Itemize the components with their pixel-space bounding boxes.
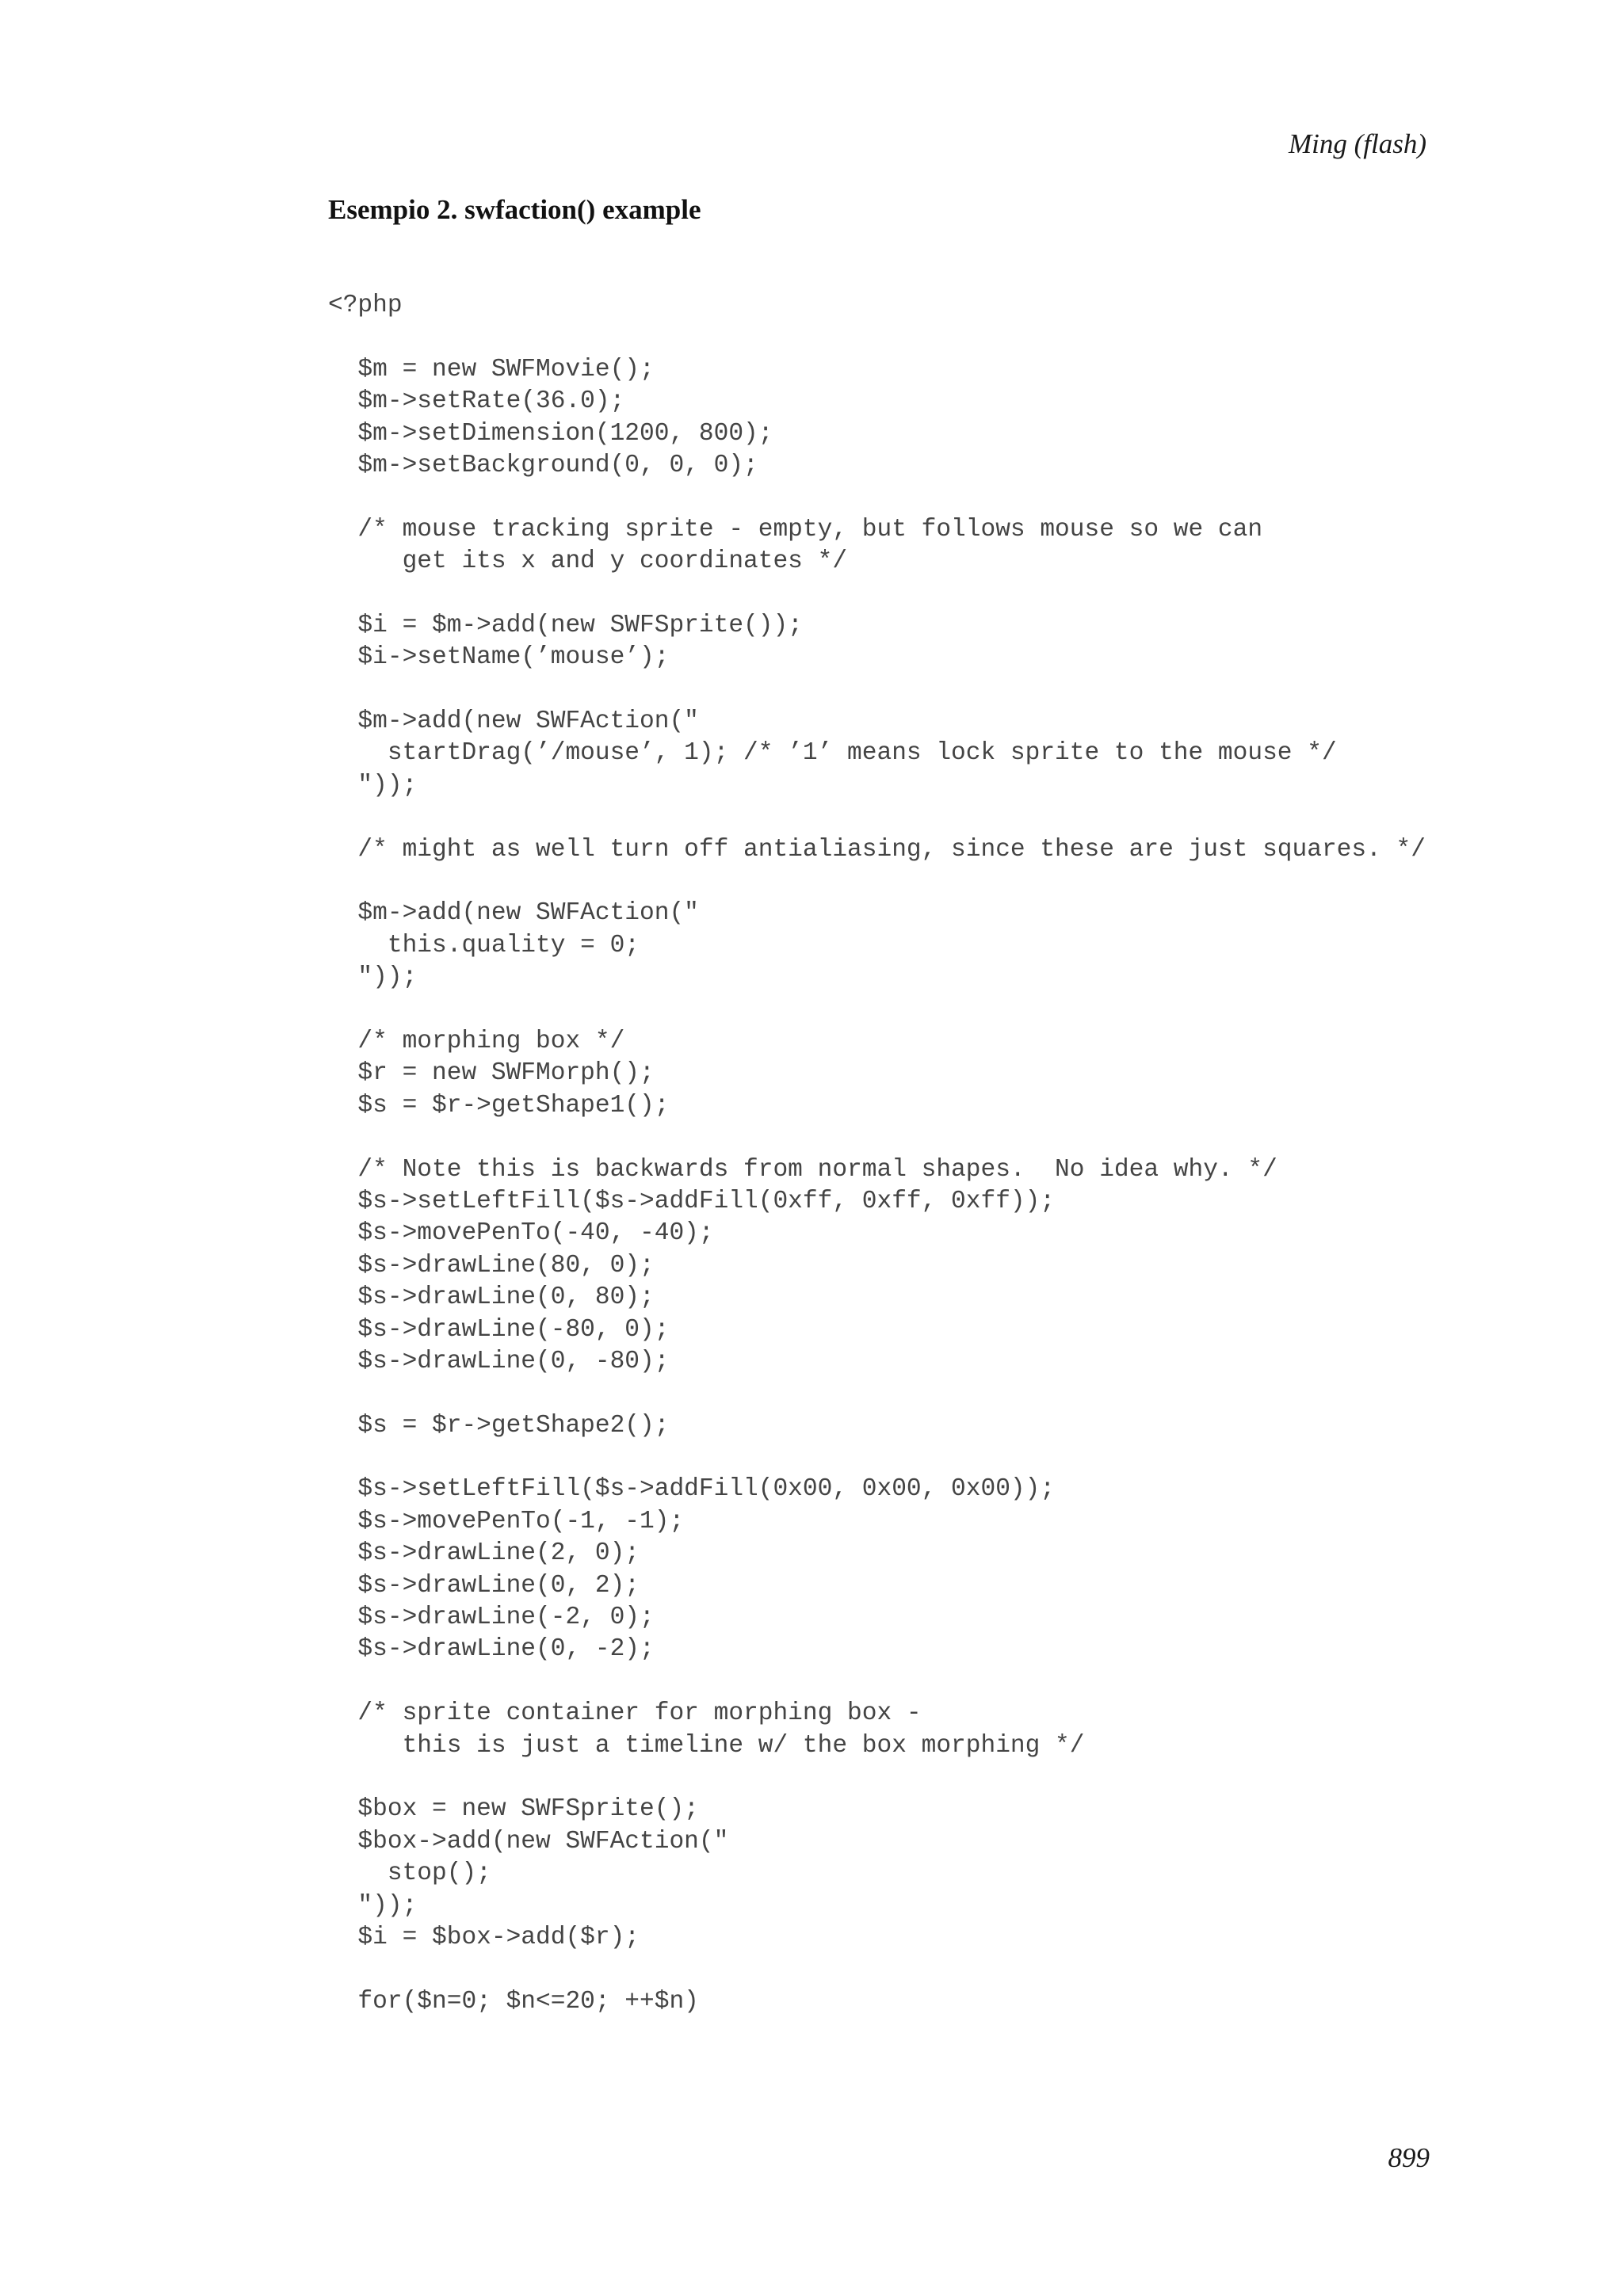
code-line: $s->drawLine(80, 0);: [328, 1251, 655, 1280]
code-line: [328, 322, 1426, 353]
code-line: [328, 1378, 1426, 1409]
code-line: /* mouse tracking sprite - empty, but follows mouse so we can: [328, 515, 1263, 543]
code-line: $s->movePenTo(-1, -1);: [328, 1507, 685, 1535]
code-line: [328, 1442, 1426, 1474]
code-line: this.quality = 0;: [328, 931, 640, 959]
code-line: $s->drawLine(-2, 0);: [328, 1604, 655, 1632]
code-listing: [328, 290, 1426, 2018]
code-line: $s->drawLine(-80, 0);: [328, 1315, 670, 1344]
code-line: stop();: [328, 1859, 491, 1888]
code-line: $m->add(new SWFAction(": [328, 899, 699, 928]
code-line: for($n=0; $n<=20; ++$n): [328, 1987, 699, 2016]
code-line: $box = new SWFSprite();: [328, 1795, 699, 1824]
code-line: $box->add(new SWFAction(": [328, 1827, 729, 1855]
code-line: /* sprite container for morphing box -: [328, 1699, 922, 1728]
code-line: $m->setDimension(1200, 800);: [328, 419, 773, 448]
code-line: "));: [328, 963, 418, 992]
running-header-title: Ming (flash): [1288, 128, 1426, 159]
code-line: this is just a timeline w/ the box morphing */: [328, 1731, 1085, 1760]
code-line: get its x and y coordinates */: [328, 547, 848, 576]
code-line: [328, 802, 1426, 833]
code-line: $s->drawLine(0, 2);: [328, 1571, 640, 1600]
code-line: [328, 1954, 1426, 1985]
code-line: $s->setLeftFill($s->addFill(0x00, 0x00, 0x00));: [328, 1475, 1056, 1504]
code-line: $i = $box->add($r);: [328, 1923, 640, 1951]
code-line: $r = new SWFMorph();: [328, 1059, 655, 1088]
code-line: /* might as well turn off antialiasing, since these are just squares. */: [328, 835, 1426, 864]
code-line: $s = $r->getShape2();: [328, 1411, 670, 1440]
code-line: $i = $m->add(new SWFSprite());: [328, 611, 803, 639]
code-line: [328, 866, 1426, 898]
code-line: $m->setBackground(0, 0, 0);: [328, 451, 758, 479]
code-line: $s->drawLine(0, -80);: [328, 1347, 670, 1375]
code-line: $m = new SWFMovie();: [328, 355, 655, 383]
code-line: [328, 1122, 1426, 1154]
code-line: $s->drawLine(0, 80);: [328, 1283, 655, 1312]
code-line: "));: [328, 1891, 418, 1920]
code-line: /* Note this is backwards from normal shapes. No idea why. */: [328, 1155, 1277, 1184]
code-line: $s->drawLine(0, -2);: [328, 1635, 655, 1664]
code-line: [328, 674, 1426, 706]
code-line: $i->setName(’mouse’);: [328, 643, 670, 672]
code-line: $s->drawLine(2, 0);: [328, 1539, 640, 1568]
example-title: Esempio 2. swfaction() example: [328, 194, 701, 225]
code-line: $m->setRate(36.0);: [328, 387, 625, 416]
code-line: [328, 1762, 1426, 1794]
code-line: $m->add(new SWFAction(": [328, 707, 699, 736]
code-line: startDrag(’/mouse’, 1); /* ’1’ means lock sprite to the mouse */: [328, 739, 1337, 768]
code-line: [328, 994, 1426, 1026]
code-line: [328, 578, 1426, 610]
code-line: $s->setLeftFill($s->addFill(0xff, 0xff, 0xff));: [328, 1187, 1056, 1215]
code-line: $s->movePenTo(-40, -40);: [328, 1219, 714, 1248]
code-line: [328, 482, 1426, 513]
code-line: [328, 1666, 1426, 1698]
code-line: $s = $r->getShape1();: [328, 1091, 670, 1119]
code-line: <?php: [328, 292, 403, 319]
page-number: 899: [1388, 2142, 1430, 2173]
code-line: "));: [328, 771, 418, 799]
code-line: /* morphing box */: [328, 1027, 625, 1055]
